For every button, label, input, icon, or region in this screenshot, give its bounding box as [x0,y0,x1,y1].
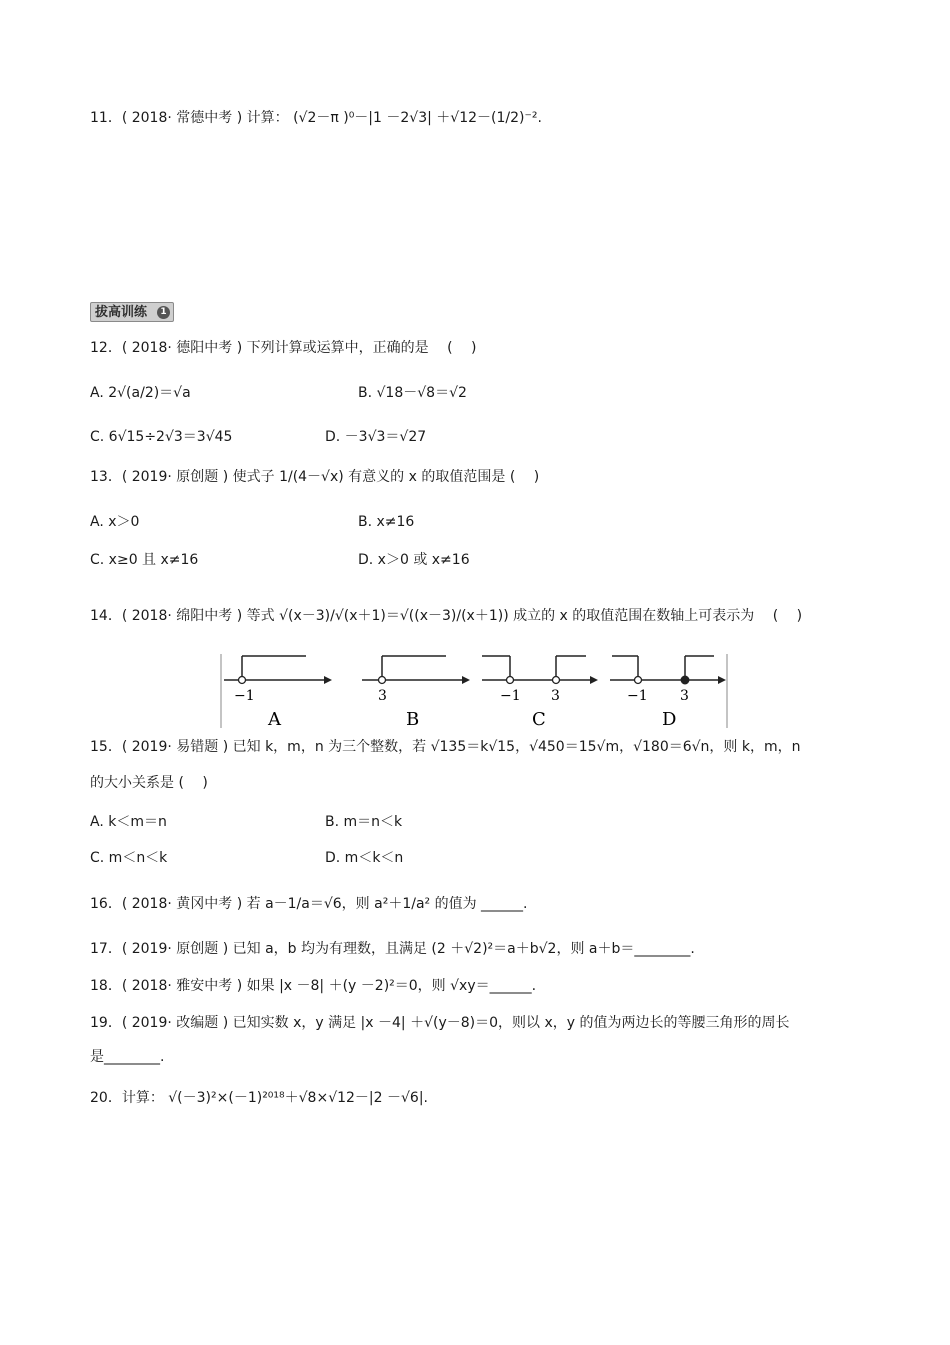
question-12-option-d: D. －3√3＝√27 [325,429,427,445]
question-15-option-a: A. k＜m＝n [90,814,167,830]
question-12-option-b: B. √18－√8＝√2 [358,385,467,401]
question-12-stem: 12．( 2018· 德阳中考 ) 下列计算或运算中，正确的是 ( ) [90,340,477,356]
option-label-c: C [532,709,546,728]
tick-label: 3 [551,688,560,704]
question-13-stem: 13．( 2019· 原创题 ) 使式子 1/(4－√x) 有意义的 x 的取值范围是 ( ) [90,469,540,485]
question-12-option-a: A. 2√(a/2)＝√a [90,385,191,401]
question-18: 18．( 2018· 雅安中考 ) 如果 |x －8| ＋(y －2)²＝0，则 √xy＝______. [90,978,537,994]
section-number-icon: 1 [157,306,170,319]
option-label-b: B [406,709,420,728]
tick-label: −1 [627,688,648,704]
number-line-b [362,656,470,728]
question-13-option-d: D. x＞0 或 x≠16 [358,552,470,568]
number-line-d [610,656,726,728]
question-15-option-c: C. m＜n＜k [90,850,168,866]
tick-label: −1 [234,688,255,704]
question-16: 16．( 2018· 黄冈中考 ) 若 a－1/a＝√6，则 a²＋1/a² 的值为 ______. [90,896,528,912]
question-15-option-b: B. m＝n＜k [325,814,403,830]
question-13-option-c: C. x≥0 且 x≠16 [90,552,199,568]
question-12-option-c: C. 6√15÷2√3＝3√45 [90,429,233,445]
question-13-option-a: A. x＞0 [90,514,140,530]
question-17: 17．( 2019· 原创题 ) 已知 a，b 均为有理数，且满足 (2 ＋√2)²＝a＋b√2，则 a＋b＝________. [90,941,695,957]
question-14-stem: 14．( 2018· 绵阳中考 ) 等式 √(x－3)/√(x＋1)＝√((x－3)/(x＋1)) 成立的 x 的取值范围在数轴上可表示为 ( ) [90,608,803,624]
tick-label: 3 [378,688,387,704]
question-11: 11．( 2018· 常德中考 ) 计算： (√2－π )⁰－|1 －2√3| ＋√12－(1/2)⁻². [90,110,542,126]
question-15-stem: 15．( 2019· 易错题 ) 已知 k，m，n 为三个整数，若 √135＝k√15，√450＝15√m，√180＝6√n，则 k，m，n [90,739,801,755]
section-badge [90,302,174,322]
number-line-a [224,656,332,728]
tick-label: 3 [680,688,689,704]
question-15-stem-continued: 的大小关系是 ( ) [90,775,208,791]
question-19-line-2: 是________. [90,1049,165,1065]
section-title: 拔高训练 [95,305,148,320]
option-label-a: A [268,709,281,728]
number-line-figure [220,654,728,728]
option-label-d: D [662,709,677,728]
question-19-line-1: 19．( 2019· 改编题 ) 已知实数 x，y 满足 |x －4| ＋√(y－8)＝0，则以 x，y 的值为两边长的等腰三角形的周长 [90,1015,790,1031]
question-13-option-b: B. x≠16 [358,514,415,530]
tick-label: −1 [500,688,521,704]
question-15-option-d: D. m＜k＜n [325,850,404,866]
number-line-c [482,656,598,728]
question-20: 20．计算： √(－3)²×(－1)²⁰¹⁸＋√8×√12－|2 －√6|. [90,1090,429,1106]
